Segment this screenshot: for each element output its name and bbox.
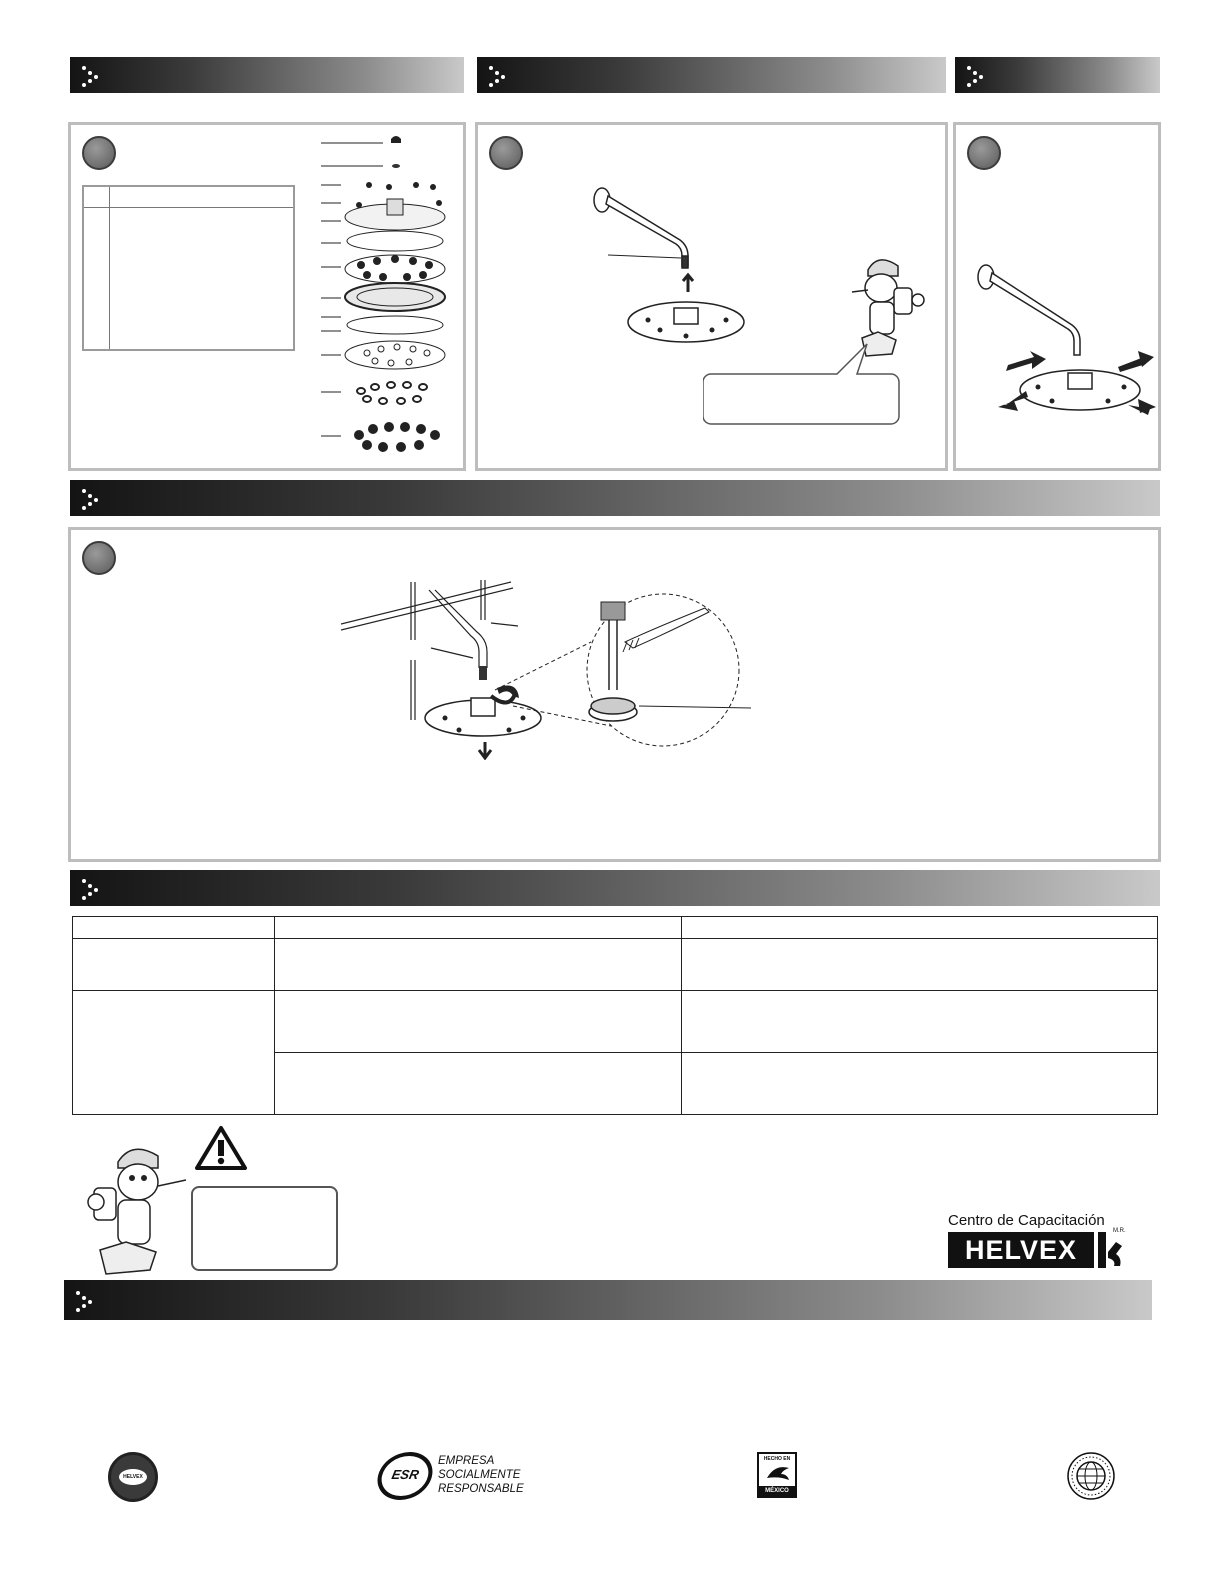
parts-table-col-line	[109, 187, 110, 349]
helvex-brand-text: HELVEX	[964, 1235, 1078, 1265]
maintenance-panel	[68, 527, 1161, 862]
step-circle	[82, 136, 116, 170]
section-header-bar-troubleshooting	[70, 870, 1160, 906]
esr-line-1: EMPRESA	[438, 1455, 495, 1467]
cleaning-illustration	[341, 580, 761, 760]
step-circle	[967, 136, 1001, 170]
troubleshooting-table	[72, 916, 1158, 1115]
quality-seal-inner	[119, 1469, 147, 1485]
section-header-bar-2	[477, 57, 946, 93]
table-cell	[275, 991, 682, 1053]
esr-line-3: RESPONSABLE	[438, 1483, 524, 1495]
step-circle	[82, 541, 116, 575]
step-circle	[489, 136, 523, 170]
dots-icon	[487, 65, 507, 87]
esr-badge-text: ESR	[390, 1467, 421, 1482]
logo-caption: Centro de Capacitación	[948, 1212, 1105, 1229]
adjust-panel	[953, 122, 1161, 471]
table-cell	[682, 939, 1158, 991]
helvex-logo	[948, 1232, 1094, 1268]
section-header-bar-3	[955, 57, 1160, 93]
table-cell	[275, 917, 682, 939]
section-header-bar-footer	[64, 1280, 1152, 1320]
mascot-illustration	[82, 1138, 192, 1278]
globe-icon	[1066, 1450, 1116, 1502]
exploded-view-illustration	[321, 129, 461, 469]
dots-icon	[74, 1290, 94, 1312]
mexico-text: MÉXICO	[765, 1488, 789, 1494]
table-cell	[682, 917, 1158, 939]
table-cell	[682, 1053, 1158, 1115]
table-cell	[275, 939, 682, 991]
table-row	[73, 939, 1158, 991]
shower-head-illustration	[968, 255, 1158, 420]
table-cell	[73, 917, 275, 939]
section-header-bar-maintenance	[70, 480, 1160, 516]
esr-badge	[373, 1452, 437, 1500]
table-header-row	[73, 917, 1158, 939]
shower-arm-illustration	[588, 180, 768, 355]
helvex-logo-mark	[1096, 1232, 1124, 1270]
parts-table	[82, 185, 295, 351]
table-cell	[73, 939, 275, 991]
quality-seal	[108, 1452, 158, 1502]
seal-text: HELVEX	[123, 1474, 143, 1480]
warning-message-box	[191, 1186, 338, 1271]
hecho-en-mexico-logo	[757, 1452, 797, 1498]
registered-mark: M.R.	[1113, 1228, 1126, 1234]
dots-icon	[965, 65, 985, 87]
speech-bubble	[703, 340, 903, 430]
warning-icon	[194, 1125, 248, 1171]
dots-icon	[80, 65, 100, 87]
hecho-en-text: HECHO EN	[763, 1456, 791, 1462]
parts-table-header-line	[84, 207, 293, 208]
mexico-band	[759, 1486, 795, 1496]
dots-icon	[80, 488, 100, 510]
section-header-bar-1	[70, 57, 464, 93]
dots-icon	[80, 878, 100, 900]
table-cell	[275, 1053, 682, 1115]
table-cell	[682, 991, 1158, 1053]
removal-panel	[475, 122, 948, 471]
eagle-icon	[765, 1464, 791, 1484]
table-row	[73, 991, 1158, 1053]
parts-panel	[68, 122, 466, 471]
table-cell	[73, 991, 275, 1115]
esr-logo	[378, 1452, 528, 1502]
esr-line-2: SOCIALMENTE	[438, 1469, 521, 1481]
